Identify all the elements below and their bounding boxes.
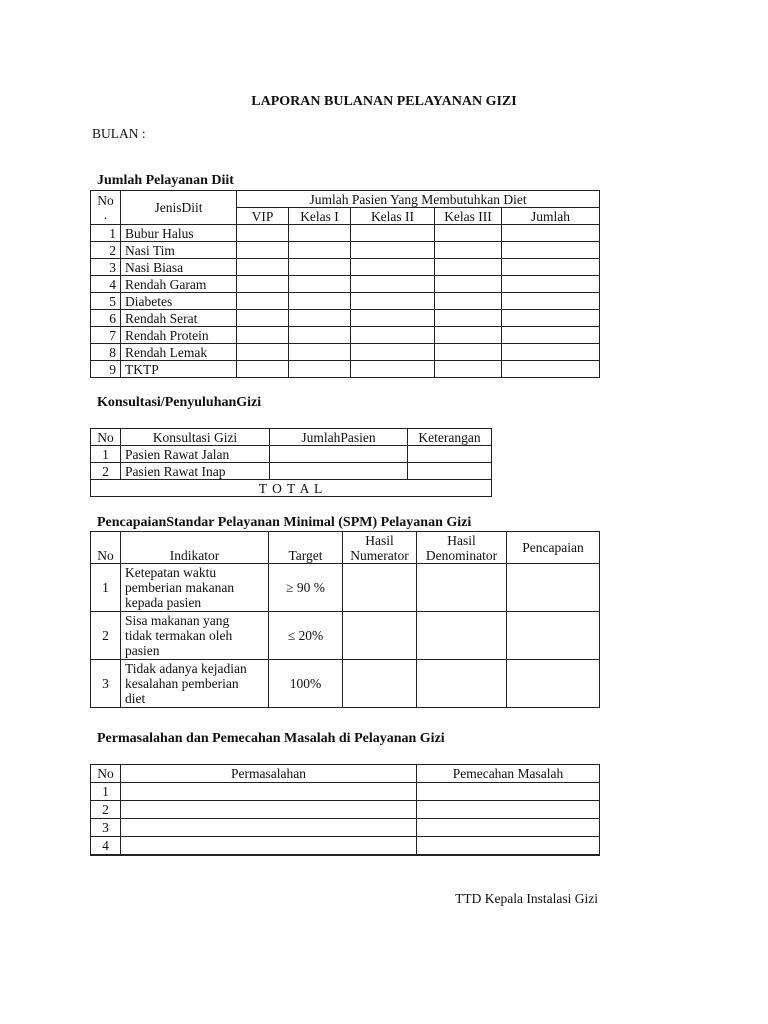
col-no-header: No . <box>91 191 121 225</box>
table-row: 7 Rendah Protein <box>91 327 600 344</box>
col-jumlah-header: Jumlah <box>502 208 600 225</box>
col-target-header: Target <box>269 532 343 564</box>
table-row: 8 Rendah Lemak <box>91 344 600 361</box>
col-jumlah-pasien-header: JumlahPasien <box>270 429 408 446</box>
bulan-label: BULAN : <box>92 126 146 141</box>
table-row: 1 Pasien Rawat Jalan <box>91 446 492 463</box>
col-vip-header: VIP <box>237 208 289 225</box>
col-hasil-denominator-header: Hasil Denominator <box>417 532 507 564</box>
table-row: 2 Pasien Rawat Inap <box>91 463 492 480</box>
table-row: 5 Diabetes <box>91 293 600 310</box>
table-row: 3 <box>91 819 600 837</box>
section1-heading: Jumlah Pelayanan Diit <box>97 173 234 188</box>
table-row: 4 <box>91 837 600 856</box>
col-keterangan-header: Keterangan <box>408 429 492 446</box>
table-row: 1 <box>91 783 600 801</box>
table-row: 1 Bubur Halus <box>91 225 600 242</box>
col-kelas3-header: Kelas III <box>435 208 502 225</box>
col-jenis-header: JenisDiit <box>121 191 237 225</box>
page-title: LAPORAN BULANAN PELAYANAN GIZI <box>251 94 517 109</box>
col-indikator-header: Indikator <box>121 532 269 564</box>
table-row: 3 Nasi Biasa <box>91 259 600 276</box>
col-pemecahan-header: Pemecahan Masalah <box>417 765 600 783</box>
table-row: 3 Tidak adanya kejadian kesalahan pemberian diet 100% <box>91 660 600 708</box>
col-konsultasi-header: Konsultasi Gizi <box>121 429 270 446</box>
col-hasil-numerator-header: Hasil Numerator <box>343 532 417 564</box>
table-row: 2 Nasi Tim <box>91 242 600 259</box>
table-row: 2 Sisa makanan yang tidak termakan oleh pasien ≤ 20% <box>91 612 600 660</box>
table-row: 4 Rendah Garam <box>91 276 600 293</box>
section4-heading: Permasalahan dan Pemecahan Masalah di Pelayanan Gizi <box>97 731 445 746</box>
signature-label: TTD Kepala Instalasi Gizi <box>455 891 598 906</box>
table-row: 9 TKTP <box>91 361 600 378</box>
consultation-table <box>90 428 492 497</box>
diet-service-table <box>90 190 600 378</box>
col-no-header: No <box>91 532 121 564</box>
col-no-header: No <box>91 765 121 783</box>
col-kelas2-header: Kelas II <box>351 208 435 225</box>
spm-table <box>90 531 600 708</box>
table-row: 6 Rendah Serat <box>91 310 600 327</box>
total-row: T O T A L <box>91 480 492 497</box>
table-row: 2 <box>91 801 600 819</box>
section3-heading: PencapaianStandar Pelayanan Minimal (SPM) Pelayanan Gizi <box>97 515 472 530</box>
table-row: 1 Ketepatan waktu pemberian makanan kepada pasien ≥ 90 % <box>91 564 600 612</box>
col-permasalahan-header: Permasalahan <box>121 765 417 783</box>
problem-table <box>90 764 600 856</box>
col-pencapaian-header: Pencapaian <box>507 532 600 564</box>
col-no-header: No <box>91 429 121 446</box>
section2-heading: Konsultasi/PenyuluhanGizi <box>97 395 262 410</box>
group-header: Jumlah Pasien Yang Membutuhkan Diet <box>237 191 600 208</box>
col-kelas1-header: Kelas I <box>289 208 351 225</box>
